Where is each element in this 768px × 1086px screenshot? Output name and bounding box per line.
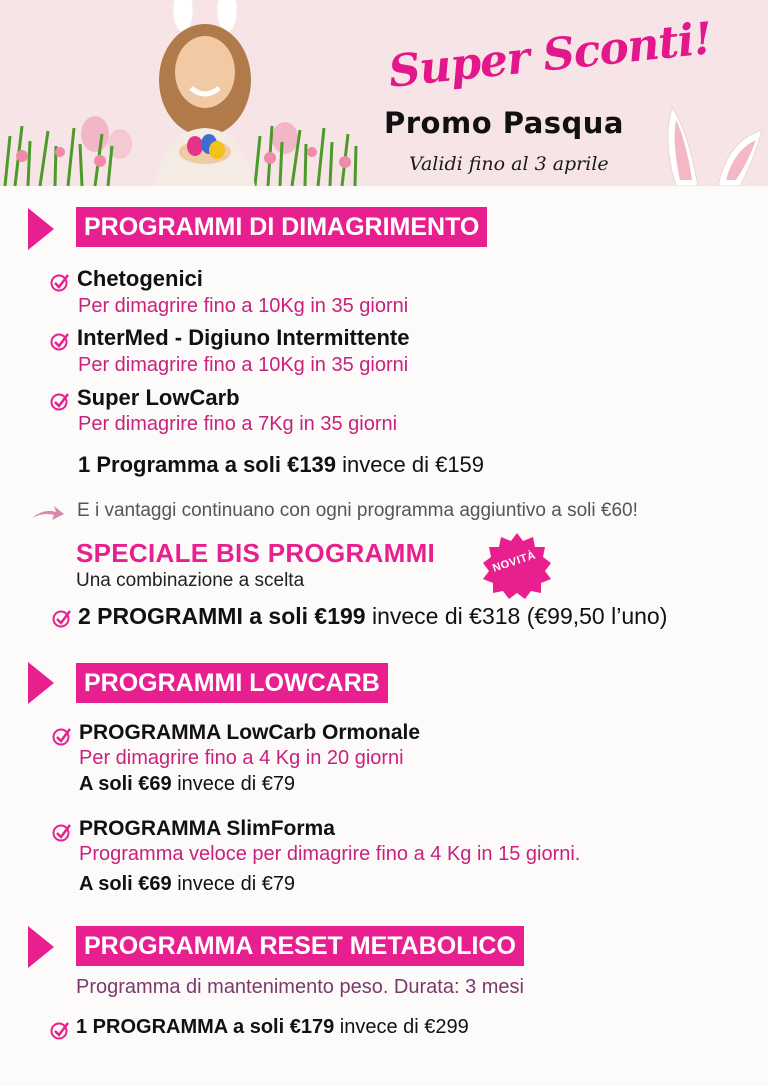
item-price-rest: invece di €79	[171, 873, 296, 895]
price-rest: invece di €159	[336, 452, 485, 477]
additional-program-note: E i vantaggi continuano con ogni programma aggiuntivo a soli €60!	[77, 500, 638, 521]
speciale-bis-subtitle: Una combinazione a scelta	[76, 570, 305, 591]
reset-price	[76, 1016, 469, 1039]
section-title-lowcarb: PROGRAMMI LOWCARB	[76, 663, 388, 703]
item-price-rest: invece di €79	[171, 773, 296, 795]
check-icon	[52, 608, 72, 628]
check-icon	[50, 272, 70, 292]
promo-pasqua-title: Promo Pasqua	[384, 106, 624, 140]
item-title: InterMed - Digiuno Intermittente	[77, 325, 410, 350]
bis-price-rest: invece di €318 (€99,50 l’uno)	[365, 603, 668, 629]
speciale-bis-title: SPECIALE BIS PROGRAMMI	[76, 538, 436, 568]
item-title: PROGRAMMA LowCarb Ormonale	[79, 721, 421, 744]
section-arrow-icon	[28, 208, 54, 250]
item-price	[79, 873, 295, 896]
item-price	[79, 773, 295, 796]
price-line	[78, 452, 484, 478]
section-title-dimagrimento: PROGRAMMI DI DIMAGRIMENTO	[76, 207, 487, 247]
promo-header	[0, 0, 768, 186]
validity-text: Validi fino al 3 aprile	[409, 153, 609, 175]
section-title-reset: PROGRAMMA RESET METABOLICO	[76, 926, 524, 966]
check-icon	[52, 822, 72, 842]
reset-price-rest: invece di €299	[334, 1016, 469, 1038]
item-title: Chetogenici	[77, 266, 203, 291]
bunny-ears-illustration	[658, 100, 768, 186]
woman-with-bunny-ears-illustration	[135, 0, 275, 186]
check-icon	[50, 391, 70, 411]
item-subtitle: Programma veloce per dimagrire fino a 4 Kg in 15 giorni.	[79, 843, 581, 865]
reset-description: Programma di mantenimento peso. Durata: 3 mesi	[76, 976, 524, 998]
item-subtitle: Per dimagrire fino a 7Kg in 35 giorni	[78, 413, 398, 435]
bis-price-line	[78, 603, 667, 630]
novita-badge-label: NOVITÀ	[491, 549, 538, 575]
bis-price-bold: 2 PROGRAMMI a soli €199	[78, 603, 366, 629]
item-title: PROGRAMMA SlimForma	[79, 817, 335, 840]
item-subtitle: Per dimagrire fino a 4 Kg in 20 giorni	[79, 747, 404, 769]
reset-price-bold: 1 PROGRAMMA a soli €179	[76, 1016, 335, 1038]
check-icon	[52, 726, 72, 746]
section-arrow-icon	[28, 662, 54, 704]
check-icon	[50, 1020, 70, 1040]
item-price-bold: A soli €69	[79, 773, 172, 795]
item-subtitle: Per dimagrire fino a 10Kg in 35 giorni	[78, 295, 409, 317]
arrow-right-icon	[30, 504, 66, 522]
item-title: Super LowCarb	[77, 385, 240, 410]
item-subtitle: Per dimagrire fino a 10Kg in 35 giorni	[78, 354, 409, 376]
item-price-bold: A soli €69	[79, 873, 172, 895]
price-bold: 1 Programma a soli €139	[78, 452, 337, 477]
check-icon	[50, 331, 70, 351]
super-sconti-title: Super Sconti!	[386, 13, 715, 98]
section-arrow-icon	[28, 926, 54, 968]
